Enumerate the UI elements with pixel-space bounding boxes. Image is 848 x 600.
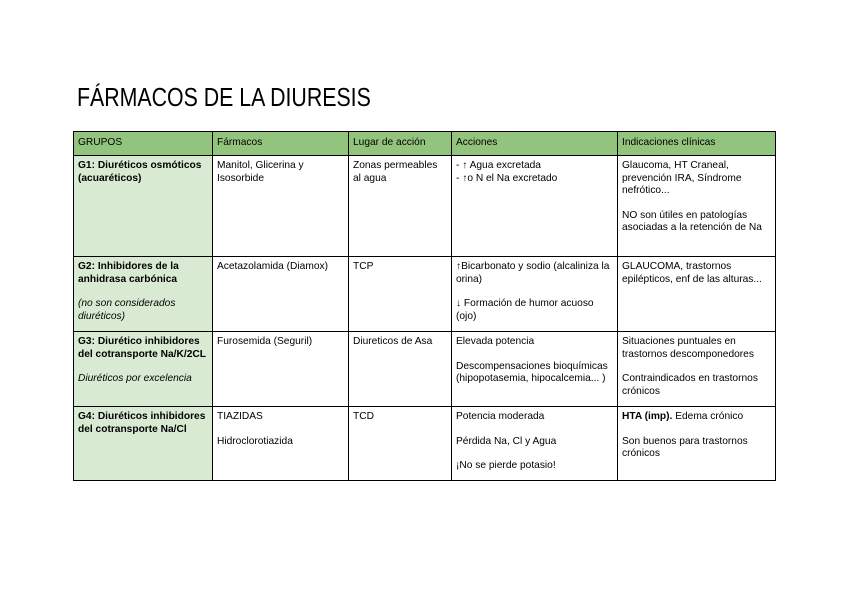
group-name: G3: Diurético inhibidores del cotransporte Na/K/2CL: [78, 336, 206, 360]
site-cell: [349, 257, 452, 332]
site-text: TCD: [353, 411, 374, 422]
site-cell: [349, 332, 452, 407]
site-cell: [349, 407, 452, 481]
diuretics-table: [73, 131, 776, 481]
action-text: - ↑ Agua excretada: [456, 160, 541, 171]
group-cell: [74, 407, 213, 481]
indication-bold-prefix: HTA (imp).: [622, 411, 673, 422]
drug-name: Acetazolamida (Diamox): [217, 261, 328, 272]
action-text: Pérdida Na, Cl y Agua: [456, 435, 557, 447]
table-header-row: [74, 132, 776, 156]
action-text: Descompensaciones bioquímicas (hipopotasemia, hipocalcemia... ): [456, 360, 608, 385]
drug-name: Furosemida (Seguril): [217, 336, 313, 347]
actions-cell: [452, 332, 618, 407]
actions-cell: [452, 407, 618, 481]
group-cell: [74, 257, 213, 332]
action-text: ↓ Formación de humor acuoso (ojo): [456, 298, 594, 322]
indications-cell: [618, 332, 776, 407]
drugs-cell: [213, 257, 349, 332]
drug-name: Manitol, Glicerina y Isosorbide: [217, 160, 304, 184]
group-cell: [74, 156, 213, 257]
actions-cell: [452, 257, 618, 332]
site-text: Zonas permeables al agua: [353, 160, 438, 184]
drug-name: Hidroclorotiazida: [217, 435, 293, 447]
drugs-cell: [213, 332, 349, 407]
page-title: FÁRMACOS DE LA DIURESIS: [77, 82, 371, 112]
header-indicaciones: Indicaciones clínicas: [618, 132, 776, 156]
group-name: G2: Inhibidores de la anhidrasa carbónica: [78, 261, 179, 285]
action-text: Potencia moderada: [456, 411, 545, 422]
indications-cell: [618, 257, 776, 332]
action-text: ¡No se pierde potasio!: [456, 460, 556, 472]
table-row: [74, 257, 776, 332]
indication-text: Contraindicados en trastornos crónicos: [622, 373, 758, 397]
drugs-cell: [213, 156, 349, 257]
group-note: Diuréticos por excelencia: [78, 373, 192, 385]
header-acciones: Acciones: [452, 132, 618, 156]
site-cell: [349, 156, 452, 257]
indications-cell: [618, 156, 776, 257]
table-row: [74, 407, 776, 481]
header-lugar-accion: Lugar de acción: [349, 132, 452, 156]
indication-text: Edema crónico: [672, 411, 744, 422]
table-row: [74, 332, 776, 407]
drugs-cell: [213, 407, 349, 481]
indication-text: Glaucoma, HT Craneal, prevención IRA, Síndrome nefrótico...: [622, 160, 742, 197]
group-name: G1: Diuréticos osmóticos (acuaréticos): [78, 160, 202, 184]
action-text: ↑Bicarbonato y sodio (alcaliniza la orina): [456, 261, 610, 285]
group-name: G4: Diuréticos inhibidores del cotransporte Na/Cl: [78, 411, 206, 435]
header-farmacos: Fármacos: [213, 132, 349, 156]
group-note: (no son considerados diuréticos): [78, 298, 176, 322]
indication-line: [622, 411, 771, 424]
site-text: Diureticos de Asa: [353, 336, 433, 347]
indication-text: Situaciones puntuales en trastornos descomponedores: [622, 336, 754, 360]
indications-cell: [618, 407, 776, 481]
group-cell: [74, 332, 213, 407]
indication-text: NO son útiles en patologías asociadas a la retención de Na: [622, 209, 762, 234]
indication-text: Son buenos para trastornos crónicos: [622, 435, 748, 460]
drug-name: TIAZIDAS: [217, 411, 263, 422]
table-row: [74, 156, 776, 257]
action-text: Elevada potencia: [456, 336, 535, 347]
header-grupos: GRUPOS: [74, 132, 213, 156]
indication-text: GLAUCOMA, trastornos epilépticos, enf de las alturas...: [622, 261, 762, 285]
actions-cell: [452, 156, 618, 257]
action-text: - ↑o N el Na excretado: [456, 172, 558, 184]
site-text: TCP: [353, 261, 374, 272]
